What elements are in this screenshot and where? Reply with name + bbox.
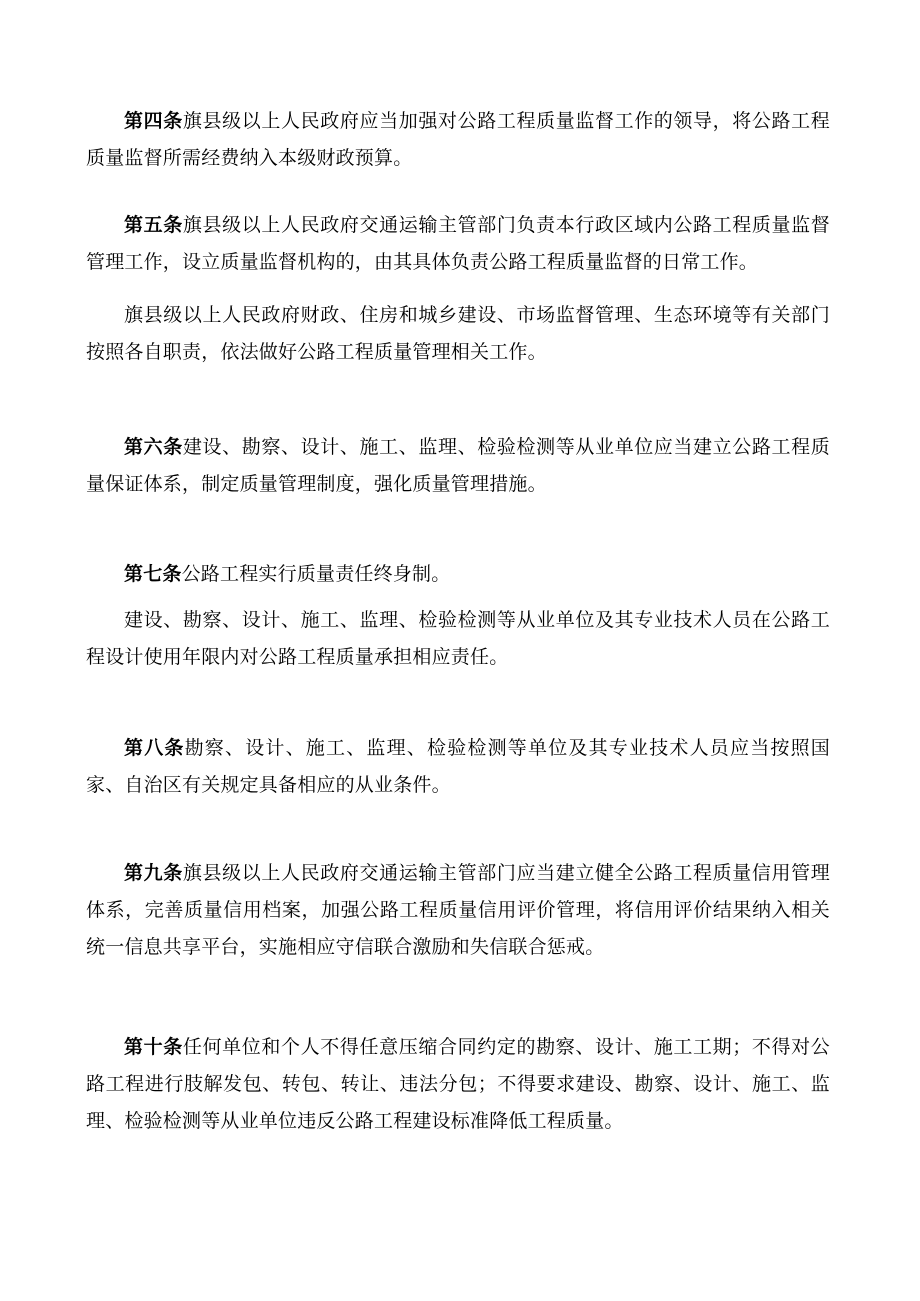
article-4-text: 旗县级以上人民政府应当加强对公路工程质量监督工作的领导，将公路工程质量监督所需经费纳入本级财政预算。	[86, 110, 830, 169]
article-7-text-2: 建设、勘察、设计、施工、监理、检验检测等从业单位及其专业技术人员在公路工程设计使用年限内对公路工程质量承担相应责任。	[86, 609, 830, 668]
article-5-text: 旗县级以上人民政府交通运输主管部门负责本行政区域内公路工程质量监督管理工作，设立质量监督机构的，由其具体负责公路工程质量监督的日常工作。	[86, 214, 830, 273]
article-10-label: 第十条	[124, 1036, 183, 1058]
article-9-text: 旗县级以上人民政府交通运输主管部门应当建立健全公路工程质量信用管理体系，完善质量信用档案，加强公路工程质量信用评价管理，将信用评价结果纳入相关统一信息共享平台，实施相应守信联合激励和失信联合惩戒。	[86, 862, 830, 958]
article-7-label: 第七条	[124, 563, 182, 585]
article-8-text: 勘察、设计、施工、监理、检验检测等单位及其专业技术人员应当按照国家、自治区有关规定具备相应的从业条件。	[86, 737, 830, 796]
article-5-label: 第五条	[124, 214, 183, 236]
article-10-text: 任何单位和个人不得任意压缩合同约定的勘察、设计、施工工期；不得对公路工程进行肢解发包、转包、转让、违法分包；不得要求建设、勘察、设计、施工、监理、检验检测等从业单位违反公路工程建设标准降低工程质量。	[86, 1036, 830, 1132]
article-7-paragraph-2	[86, 602, 830, 676]
article-9-label: 第九条	[124, 862, 183, 884]
article-5-paragraph	[86, 207, 830, 281]
article-4-paragraph	[86, 103, 830, 177]
article-7-paragraph	[86, 556, 830, 593]
article-5-text-2: 旗县级以上人民政府财政、住房和城乡建设、市场监督管理、生态环境等有关部门按照各自职责，依法做好公路工程质量管理相关工作。	[86, 304, 830, 363]
article-8-label: 第八条	[124, 737, 185, 759]
article-6-label: 第六条	[124, 436, 183, 458]
article-8-paragraph	[86, 730, 830, 804]
article-9-paragraph	[86, 855, 830, 966]
article-10-paragraph	[86, 1029, 830, 1140]
article-6-text: 建设、勘察、设计、施工、监理、检验检测等从业单位应当建立公路工程质量保证体系，制定质量管理制度，强化质量管理措施。	[86, 436, 830, 495]
article-5-paragraph-2	[86, 297, 830, 371]
article-6-paragraph	[86, 429, 830, 503]
article-4-label: 第四条	[124, 110, 183, 132]
article-7-text: 公路工程实行质量责任终身制。	[181, 563, 451, 585]
